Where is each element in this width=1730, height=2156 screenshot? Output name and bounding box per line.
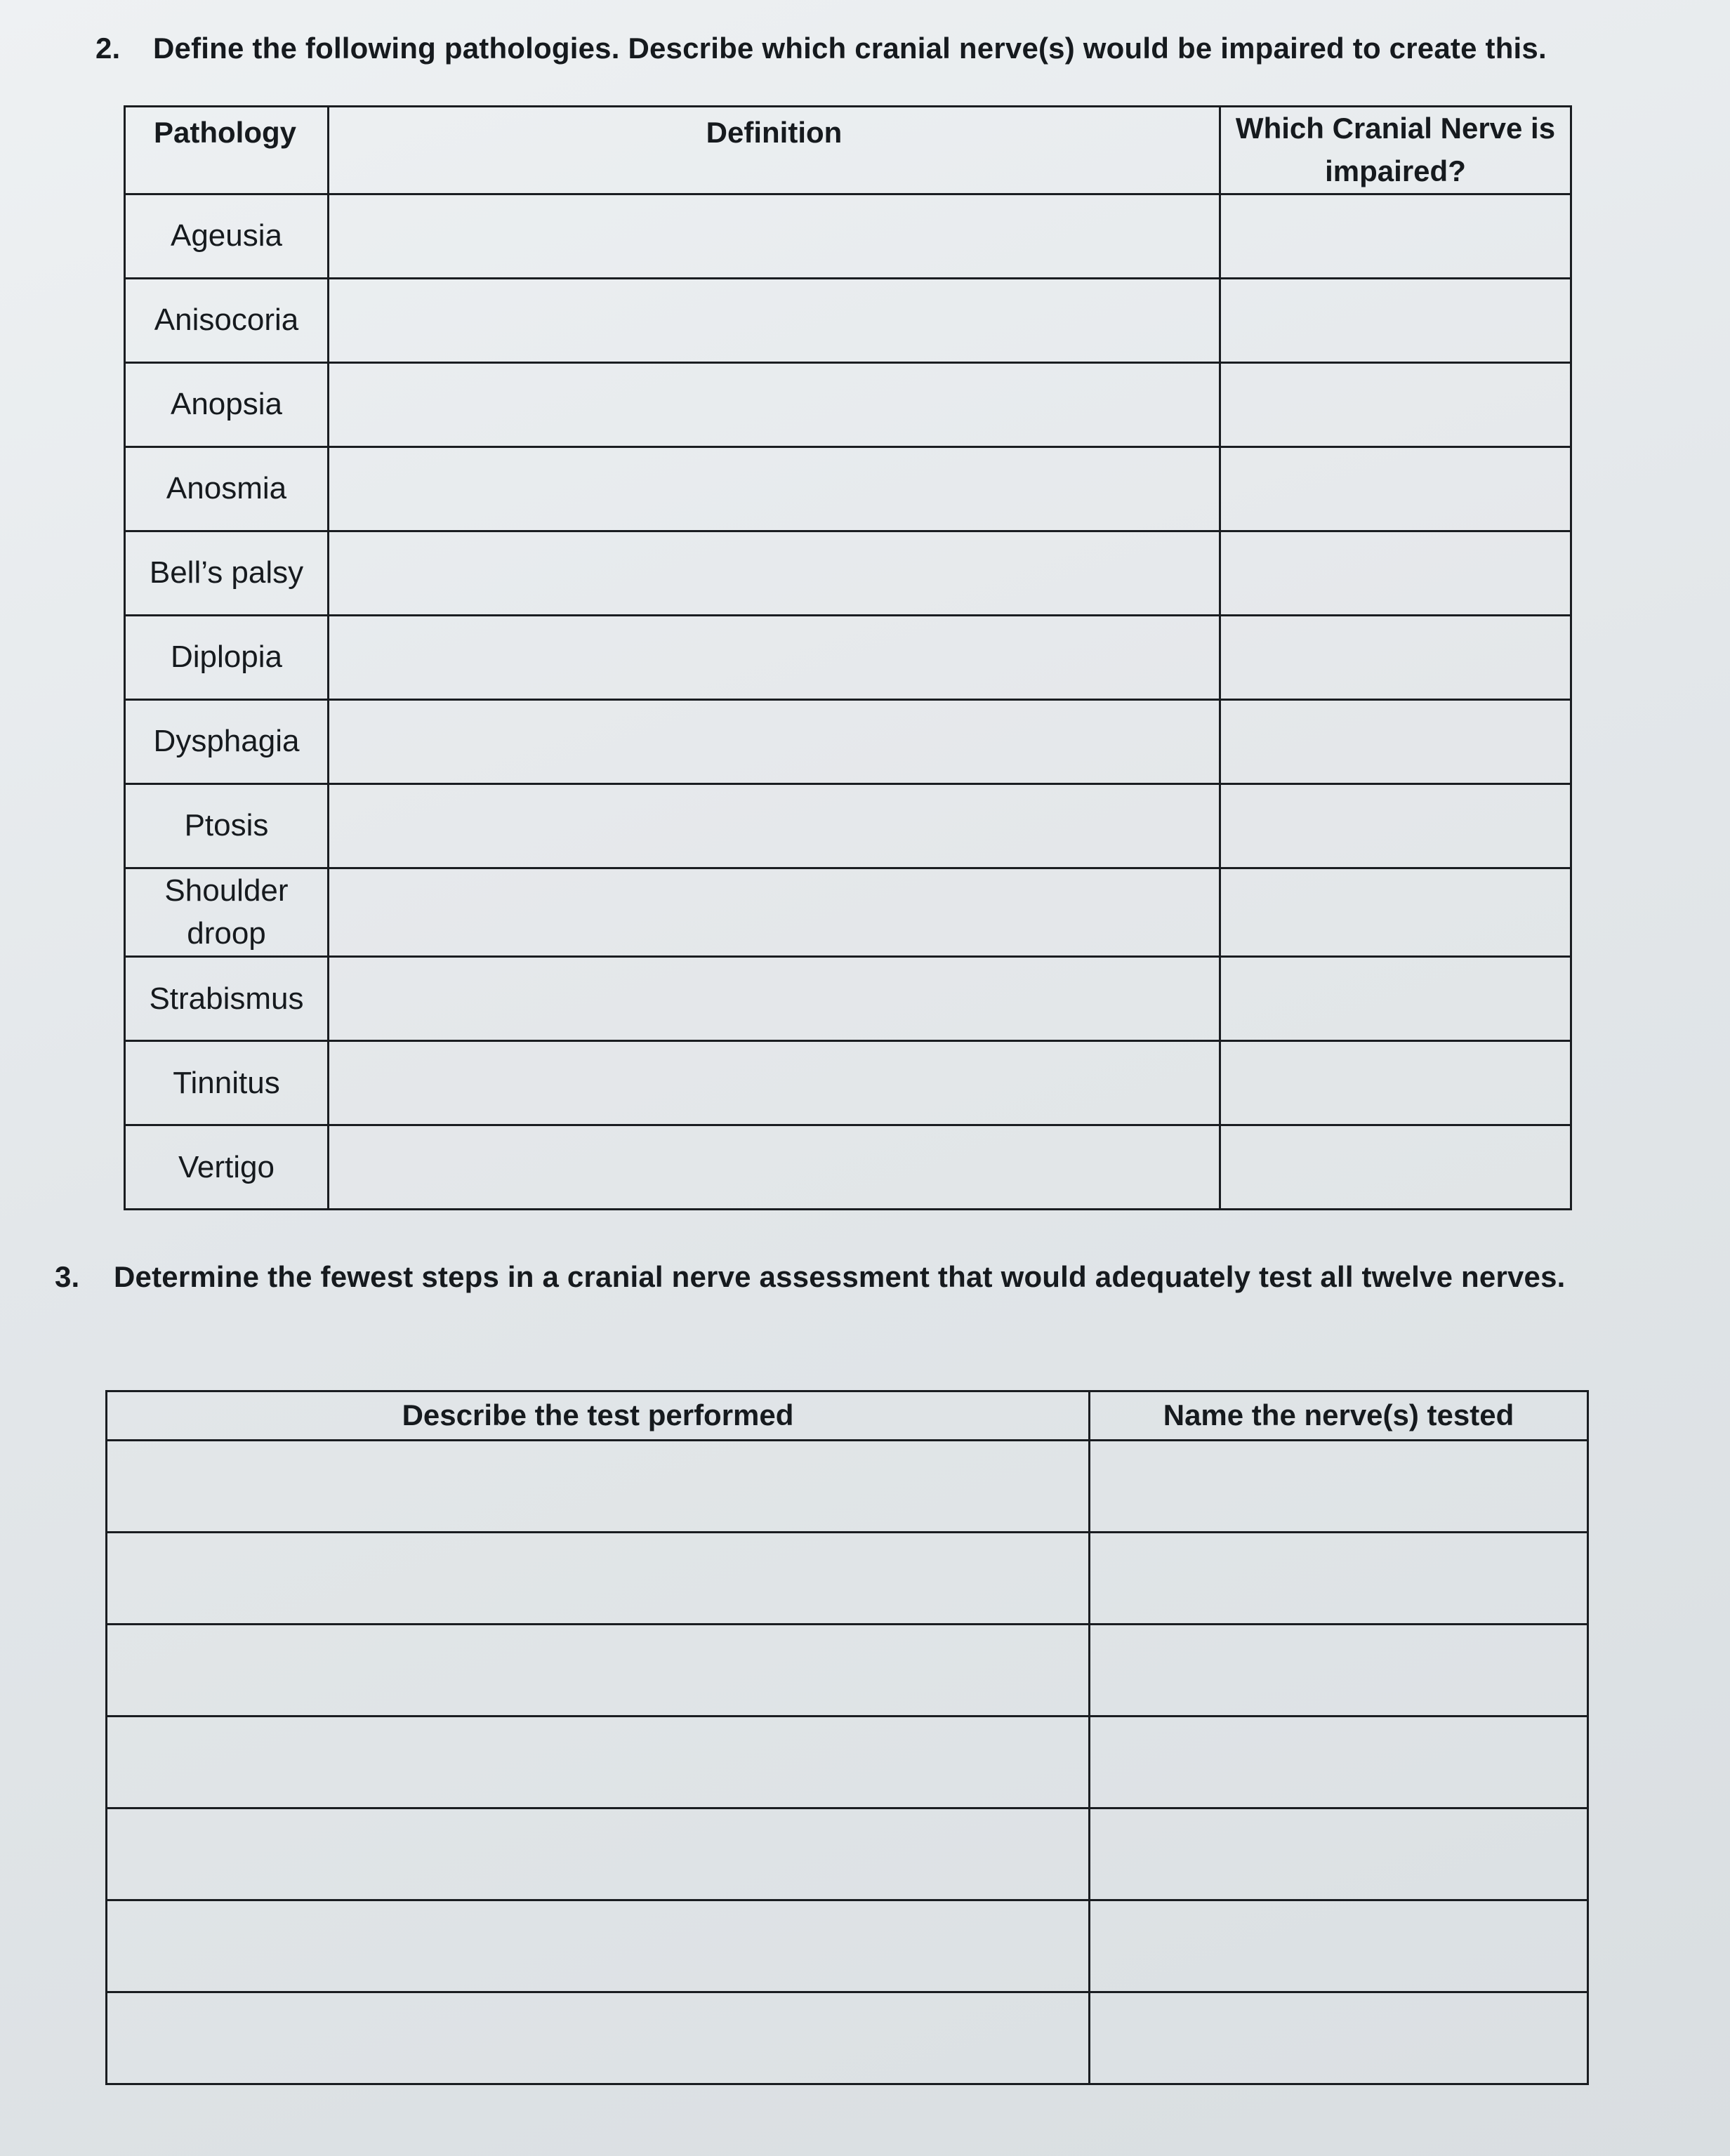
- definition-answer-cell[interactable]: [329, 447, 1220, 531]
- question-2-number: 2.: [95, 32, 121, 65]
- pathology-name: Anosmia: [125, 447, 329, 531]
- assessment-row: [107, 1625, 1588, 1717]
- test-performed-answer-cell[interactable]: [107, 1808, 1090, 1900]
- pathology-row: [125, 868, 1571, 956]
- pathology-row: [125, 278, 1571, 362]
- test-performed-answer-cell[interactable]: [107, 1900, 1090, 1992]
- assessment-row: [107, 1533, 1588, 1625]
- cranial-nerve-answer-cell[interactable]: [1220, 1040, 1571, 1125]
- nerves-tested-column-header: Name the nerve(s) tested: [1090, 1391, 1588, 1441]
- assessment-row: [107, 1808, 1588, 1900]
- definition-answer-cell[interactable]: [329, 956, 1220, 1040]
- cranial-nerve-answer-cell[interactable]: [1220, 362, 1571, 447]
- test-performed-answer-cell[interactable]: [107, 1992, 1090, 2084]
- pathology-row: [125, 531, 1571, 615]
- cranial-nerve-answer-cell[interactable]: [1220, 783, 1571, 868]
- pathology-row: [125, 956, 1571, 1040]
- test-performed-answer-cell[interactable]: [107, 1441, 1090, 1533]
- cranial-nerve-answer-cell[interactable]: [1220, 868, 1571, 956]
- pathology-row: [125, 447, 1571, 531]
- question-2-heading: [95, 25, 1626, 71]
- pathology-name: Vertigo: [125, 1125, 329, 1209]
- pathology-column-header: Pathology: [125, 107, 329, 194]
- cranial-nerve-answer-cell[interactable]: [1220, 1125, 1571, 1209]
- pathology-row: [125, 699, 1571, 783]
- question-3-heading: [55, 1254, 1571, 1299]
- pathology-table-body: [125, 194, 1571, 1209]
- definition-answer-cell[interactable]: [329, 615, 1220, 699]
- pathology-name: Dysphagia: [125, 699, 329, 783]
- definition-answer-cell[interactable]: [329, 699, 1220, 783]
- definition-answer-cell[interactable]: [329, 1040, 1220, 1125]
- cranial-nerve-answer-cell[interactable]: [1220, 615, 1571, 699]
- assessment-row: [107, 1441, 1588, 1533]
- assessment-row: [107, 1992, 1588, 2084]
- pathology-name: Shoulder droop: [125, 868, 329, 956]
- cranial-nerve-answer-cell[interactable]: [1220, 699, 1571, 783]
- pathology-name: Ptosis: [125, 783, 329, 868]
- cranial-nerve-column-header: Which Cranial Nerve is impaired?: [1220, 107, 1571, 194]
- pathology-row: [125, 362, 1571, 447]
- pathology-name: Strabismus: [125, 956, 329, 1040]
- definition-answer-cell[interactable]: [329, 783, 1220, 868]
- question-3-number: 3.: [55, 1260, 80, 1293]
- nerves-tested-answer-cell[interactable]: [1090, 1900, 1588, 1992]
- definition-answer-cell[interactable]: [329, 531, 1220, 615]
- pathology-row: [125, 615, 1571, 699]
- pathology-name: Anopsia: [125, 362, 329, 447]
- assessment-row: [107, 1900, 1588, 1992]
- assessment-row: [107, 1717, 1588, 1808]
- pathology-table: [124, 105, 1572, 1210]
- cranial-nerve-answer-cell[interactable]: [1220, 956, 1571, 1040]
- pathology-row: [125, 783, 1571, 868]
- cranial-nerve-answer-cell[interactable]: [1220, 278, 1571, 362]
- definition-column-header: Definition: [329, 107, 1220, 194]
- assessment-table-body: [107, 1441, 1588, 2084]
- cranial-nerve-answer-cell[interactable]: [1220, 531, 1571, 615]
- cranial-nerve-answer-cell[interactable]: [1220, 194, 1571, 278]
- nerves-tested-answer-cell[interactable]: [1090, 1808, 1588, 1900]
- test-performed-answer-cell[interactable]: [107, 1533, 1090, 1625]
- test-performed-answer-cell[interactable]: [107, 1717, 1090, 1808]
- definition-answer-cell[interactable]: [329, 362, 1220, 447]
- nerves-tested-answer-cell[interactable]: [1090, 1533, 1588, 1625]
- nerves-tested-answer-cell[interactable]: [1090, 1441, 1588, 1533]
- pathology-row: [125, 1040, 1571, 1125]
- definition-answer-cell[interactable]: [329, 278, 1220, 362]
- cranial-nerve-answer-cell[interactable]: [1220, 447, 1571, 531]
- pathology-name: Diplopia: [125, 615, 329, 699]
- pathology-row: [125, 194, 1571, 278]
- definition-answer-cell[interactable]: [329, 1125, 1220, 1209]
- pathology-name: Anisocoria: [125, 278, 329, 362]
- nerves-tested-answer-cell[interactable]: [1090, 1625, 1588, 1717]
- nerves-tested-answer-cell[interactable]: [1090, 1717, 1588, 1808]
- question-2-text: Define the following pathologies. Describe which cranial nerve(s) would be impaired to create this.: [153, 32, 1547, 65]
- definition-answer-cell[interactable]: [329, 194, 1220, 278]
- pathology-row: [125, 1125, 1571, 1209]
- assessment-table: [105, 1390, 1589, 2085]
- definition-answer-cell[interactable]: [329, 868, 1220, 956]
- question-3-text: Determine the fewest steps in a cranial nerve assessment that would adequately test all twelve nerves.: [114, 1260, 1566, 1293]
- pathology-name: Ageusia: [125, 194, 329, 278]
- test-performed-answer-cell[interactable]: [107, 1625, 1090, 1717]
- test-performed-column-header: Describe the test performed: [107, 1391, 1090, 1441]
- nerves-tested-answer-cell[interactable]: [1090, 1992, 1588, 2084]
- pathology-name: Tinnitus: [125, 1040, 329, 1125]
- pathology-name: Bell’s palsy: [125, 531, 329, 615]
